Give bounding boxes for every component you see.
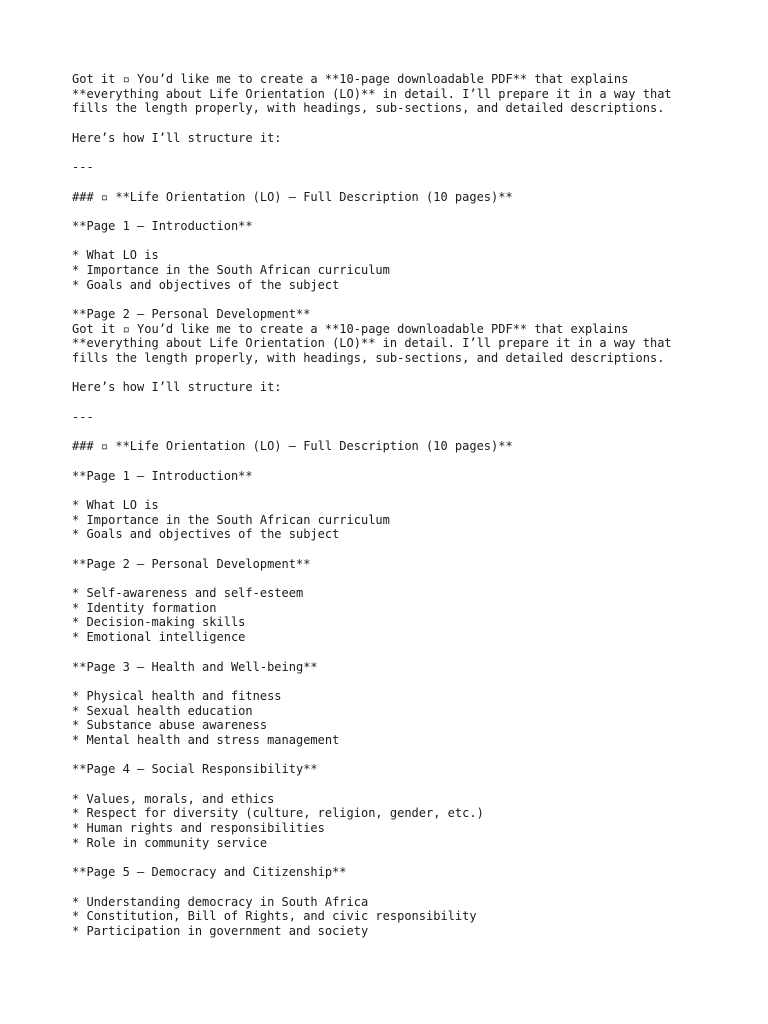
bullet-item: * Role in community service	[72, 835, 268, 850]
document-page	[72, 72, 712, 939]
blank-line	[72, 748, 712, 763]
blank-line	[72, 645, 712, 660]
blank-line	[72, 880, 712, 895]
blank-line	[72, 425, 712, 440]
bullet-item: * Goals and objectives of the subject	[72, 277, 340, 292]
text-line: fills the length properly, with headings, sub-sections, and detailed descriptions.	[72, 351, 665, 366]
blank-line	[72, 234, 712, 249]
blank-line	[72, 175, 712, 190]
blank-line	[72, 542, 712, 557]
text-line: Got it ▫ You’d like me to create a **10-page downloadable PDF** that explains	[72, 72, 629, 86]
text-line: Here’s how I’ll structure it:	[72, 130, 282, 145]
bullet-item: * Self-awareness and self-esteem	[72, 586, 304, 601]
horizontal-rule: ---	[72, 409, 94, 424]
page-heading: **Page 4 – Social Responsibility**	[72, 762, 318, 777]
blank-line	[72, 777, 712, 792]
bullet-item: * Substance abuse awareness	[72, 718, 268, 733]
page-heading: **Page 5 – Democracy and Citizenship**	[72, 865, 347, 880]
bullet-item: * Values, morals, and ethics	[72, 791, 275, 806]
bullet-item: * What LO is	[72, 248, 159, 263]
bullet-item: * Decision-making skills	[72, 615, 246, 630]
blank-line	[72, 674, 712, 689]
page-heading: **Page 1 – Introduction**	[72, 218, 253, 233]
bullet-item: * Human rights and responsibilities	[72, 821, 325, 836]
section-heading: ### ▫ **Life Orientation (LO) – Full Description (10 pages)**	[72, 189, 513, 204]
section-heading: ### ▫ **Life Orientation (LO) – Full Description (10 pages)**	[72, 439, 513, 454]
horizontal-rule: ---	[72, 160, 94, 175]
bullet-item: * What LO is	[72, 497, 159, 512]
bullet-item: * Emotional intelligence	[72, 630, 246, 645]
bullet-item: * Understanding democracy in South Africa	[72, 894, 369, 909]
text-line: **everything about Life Orientation (LO)** in detail. I’ll prepare it in a way that	[72, 336, 672, 351]
blank-line	[72, 571, 712, 586]
page-heading: **Page 1 – Introduction**	[72, 468, 253, 483]
bullet-item: * Goals and objectives of the subject	[72, 527, 340, 542]
blank-line	[72, 292, 712, 307]
blank-line	[72, 395, 712, 410]
text-line: Got it ▫ You’d like me to create a **10-page downloadable PDF** that explains	[72, 321, 629, 336]
blank-line	[72, 116, 712, 131]
bullet-item: * Respect for diversity (culture, religion, gender, etc.)	[72, 806, 484, 821]
blank-line	[72, 850, 712, 865]
bullet-item: * Importance in the South African curriculum	[72, 512, 390, 527]
bullet-item: * Sexual health education	[72, 703, 253, 718]
page-heading: **Page 2 – Personal Development**	[72, 556, 311, 571]
bullet-item: * Physical health and fitness	[72, 688, 282, 703]
text-line: **everything about Life Orientation (LO)** in detail. I’ll prepare it in a way that	[72, 86, 672, 101]
blank-line	[72, 366, 712, 381]
bullet-item: * Participation in government and society	[72, 923, 369, 938]
blank-line	[72, 204, 712, 219]
page-heading: **Page 2 – Personal Development**	[72, 307, 311, 321]
page-heading: **Page 3 – Health and Well-being**	[72, 659, 318, 674]
blank-line	[72, 145, 712, 160]
bullet-item: * Importance in the South African curriculum	[72, 262, 390, 277]
bullet-item: * Constitution, Bill of Rights, and civic responsibility	[72, 909, 477, 924]
blank-line	[72, 483, 712, 498]
blank-line	[72, 454, 712, 469]
text-line: fills the length properly, with headings, sub-sections, and detailed descriptions.	[72, 101, 665, 116]
text-line: Here’s how I’ll structure it:	[72, 380, 282, 395]
bullet-item: * Mental health and stress management	[72, 732, 340, 747]
bullet-item: * Identity formation	[72, 600, 217, 615]
